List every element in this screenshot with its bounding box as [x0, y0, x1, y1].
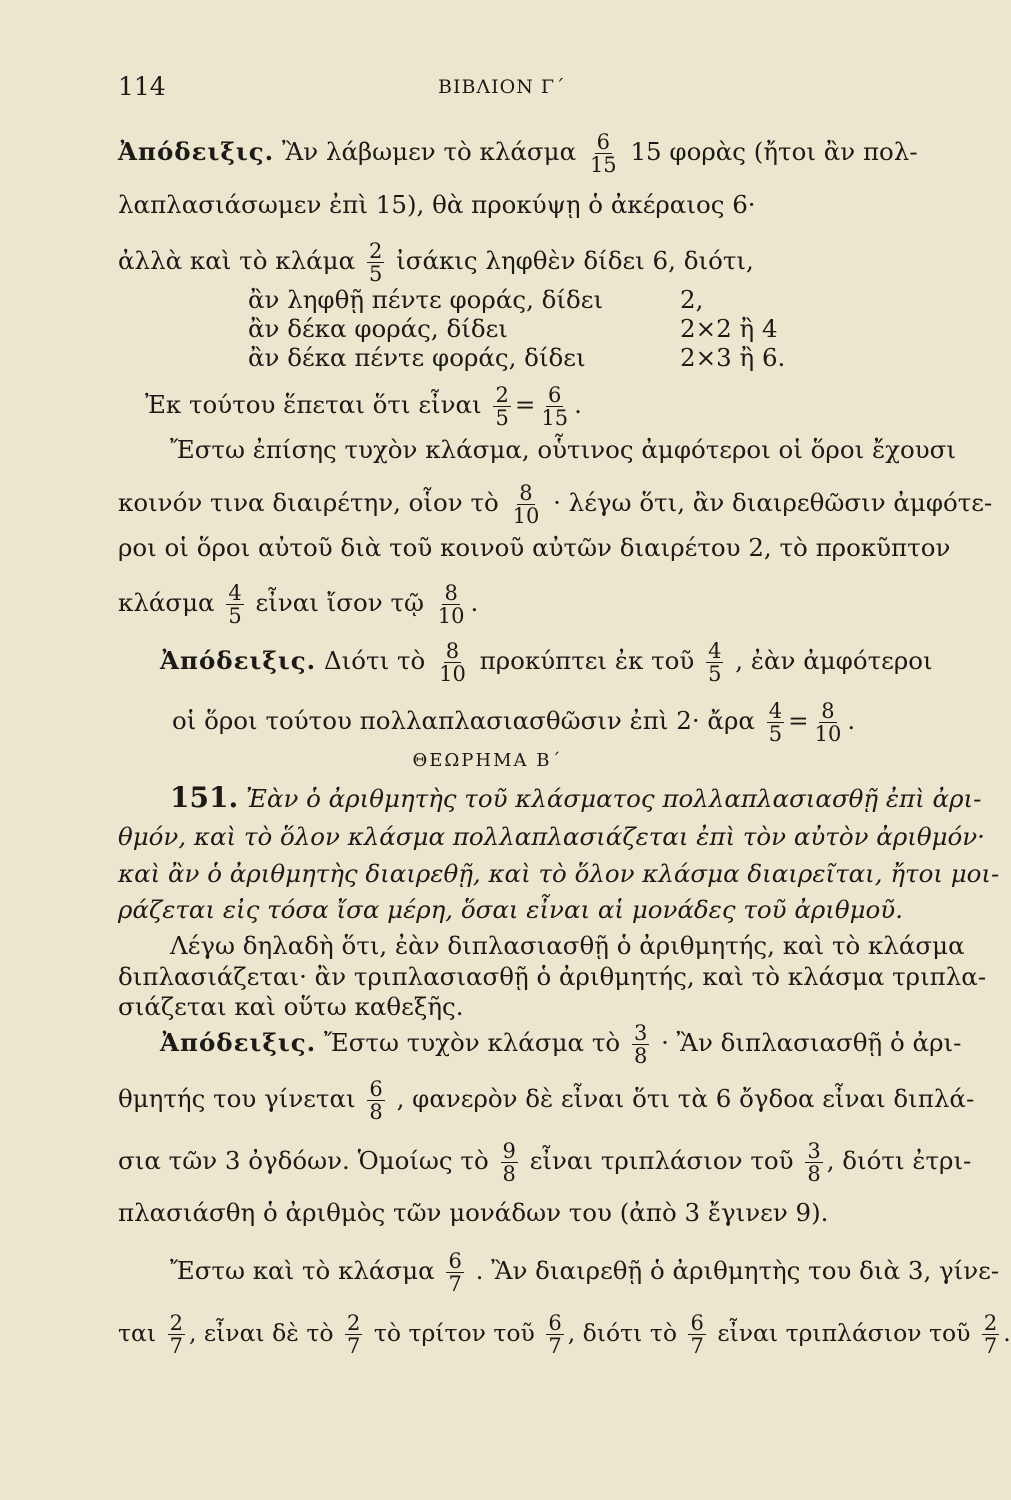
para3-line-1: Λέγω δηλαδὴ ὅτι, ἐὰν διπλασιασθῇ ὁ ἀριθμητής, καὶ τὸ κλάσμα [170, 931, 965, 960]
proof1-line-3: ἀλλὰ καὶ τὸ κλάμα $\frac{2}{5}$ ἰσάκις ληφθὲν δίδει 6, διότι, [118, 239, 754, 286]
fraction-6-15: $\frac{6}{15}$ [541, 383, 569, 430]
fraction-8-10: $\frac{8}{10}$ [814, 699, 842, 746]
fraction-9-8: $\frac{9}{8}$ [502, 1139, 516, 1186]
theorem-line-3: καὶ ἂν ὁ ἀριθμητὴς διαιρεθῇ, καὶ τὸ ὅλον κλάσμα διαιρεῖται, ἤτοι μοι- [118, 859, 1000, 888]
proof-label: Ἀπόδειξις. [160, 646, 317, 675]
fraction-2-7: $\frac{2}{7}$ [346, 1311, 361, 1358]
proof2-line-2: οἱ ὅροι τούτου πολλαπλασιασθῶσιν ἐπὶ 2· ἄρα $\frac{4}{5}$ = $\frac{8}{10}$ . [172, 699, 856, 746]
fraction-6-7: $\frac{6}{7}$ [548, 1311, 562, 1358]
page-number: 114 [118, 72, 166, 101]
proof3-line-4: πλασιάσθη ὁ ἀριθμὸς τῶν μονάδων του (ἀπὸ 3 ἔγινεν 9). [118, 1198, 829, 1227]
table-row: ἂν δέκα πέντε φοράς, δίδει [248, 343, 586, 372]
proof3-line-3: σια τῶν 3 ὀγδόων. Ὁμοίως τὸ $\frac{9}{8}$ εἶναι τριπλάσιον τοῦ $\frac{3}{8}$ , διότι ἐτρι- [118, 1139, 972, 1186]
proof1-conclusion: Ἐκ τούτου ἕπεται ὅτι εἶναι $\frac{2}{5}$ = $\frac{6}{15}$ . [145, 383, 582, 430]
proof1-line-1: Ἀπόδειξις. Ἂν λάβωμεν τὸ κλάσμα $\frac{6}{15}$ 15 φορὰς (ἤτοι ἂν πολ- [118, 130, 918, 177]
theorem-title: ΘΕΩΡΗΜΑ Β΄ [412, 750, 563, 771]
fraction-4-5: $\frac{4}{5}$ [708, 639, 722, 686]
para2-line-4: κλάσμα $\frac{4}{5}$ εἶναι ἴσον τῷ $\frac{8}{10}$ . [118, 581, 479, 628]
fraction-6-15: $\frac{6}{15}$ [589, 130, 617, 177]
table-row: ἂν δέκα φοράς, δίδει [248, 314, 508, 343]
para3-line-2: διπλασιάζεται· ἂν τριπλασιασθῇ ὁ ἀριθμητής, καὶ τὸ κλάσμα τριπλα- [118, 962, 987, 991]
table-row-value: 2, [680, 285, 704, 314]
fraction-4-5: $\frac{4}{5}$ [228, 581, 242, 628]
fraction-6-7: $\frac{6}{7}$ [690, 1311, 704, 1358]
running-title: ΒΙΒΛΙΟΝ Γ΄ [438, 76, 566, 98]
theorem-line-1: 151. Ἐὰν ὁ ἀριθμητὴς τοῦ κλάσματος πολλαπλασιασθῇ ἐπὶ ἀρι- [170, 781, 982, 814]
para4-line-2: ται $\frac{2}{7}$ , εἶναι δὲ τὸ $\frac{2}{7}$ τὸ τρίτον τοῦ $\frac{6}{7}$ , διότι τὸ $\frac{6}{7}$ εἶναι τριπλάσιον τοῦ $\frac{2}{7}$ . [118, 1311, 1011, 1358]
theorem-line-2: θμόν, καὶ τὸ ὅλον κλάσμα πολλαπλασιάζεται ἐπὶ τὸν αὐτὸν ἀριθμόν· [118, 822, 985, 851]
para2-line-3: ροι οἱ ὅροι αὐτοῦ διὰ τοῦ κοινοῦ αὐτῶν διαιρέτου 2, τὸ προκῦπτον [118, 533, 951, 562]
fraction-3-8: $\frac{3}{8}$ [633, 1021, 648, 1068]
fraction-8-10: $\frac{8}{10}$ [512, 481, 540, 528]
fraction-4-5: $\frac{4}{5}$ [768, 699, 783, 746]
fraction-2-5: $\frac{2}{5}$ [495, 383, 509, 430]
fraction-8-10: $\frac{8}{10}$ [437, 581, 465, 628]
fraction-3-8: $\frac{3}{8}$ [807, 1139, 821, 1186]
table-row-value: 2×2 ἢ 4 [680, 314, 778, 343]
fraction-8-10: $\frac{8}{10}$ [439, 639, 466, 686]
proof3-line-1: Ἀπόδειξις. Ἔστω τυχὸν κλάσμα τὸ $\frac{3}{8}$ · Ἂν διπλασιασθῇ ὁ ἀρι- [160, 1021, 962, 1068]
fraction-2-5: $\frac{2}{5}$ [368, 239, 383, 286]
table-row-value: 2×3 ἢ 6. [680, 343, 786, 372]
para3-line-3: σιάζεται καὶ οὕτω καθεξῆς. [118, 992, 464, 1021]
fraction-2-7: $\frac{2}{7}$ [169, 1311, 183, 1358]
fraction-6-7: $\frac{6}{7}$ [448, 1249, 462, 1296]
fraction-6-8: $\frac{6}{8}$ [369, 1077, 383, 1124]
para2-line-2: κοινόν τινα διαιρέτην, οἷον τὸ $\frac{8}{10}$ · λέγω ὅτι, ἂν διαιρεθῶσιν ἀμφότε- [118, 481, 993, 528]
theorem-number: 151. [170, 781, 239, 814]
proof1-line-2: λαπλασιάσωμεν ἐπὶ 15), θὰ προκύψῃ ὁ ἀκέραιος 6· [118, 190, 756, 219]
para2-line-1: Ἔστω ἐπίσης τυχὸν κλάσμα, οὗτινος ἀμφότεροι οἱ ὅροι ἔχουσι [170, 435, 956, 464]
proof3-line-2: θμητής του γίνεται $\frac{6}{8}$ , φανερὸν δὲ εἶναι ὅτι τὰ 6 ὄγδοα εἶναι διπλά- [118, 1077, 975, 1124]
table-row: ἂν ληφθῇ πέντε φοράς, δίδει [248, 285, 604, 314]
theorem-line-4: ράζεται εἰς τόσα ἴσα μέρη, ὅσαι εἶναι αἱ μονάδες τοῦ ἀριθμοῦ. [118, 895, 903, 924]
proof2-line-1: Ἀπόδειξις. Διότι τὸ $\frac{8}{10}$ προκύπτει ἐκ τοῦ $\frac{4}{5}$ , ἐὰν ἀμφότεροι [160, 639, 933, 686]
fraction-2-7: $\frac{2}{7}$ [983, 1311, 998, 1358]
proof-label: Ἀπόδειξις. [118, 137, 275, 166]
proof-label: Ἀπόδειξις. [160, 1028, 317, 1057]
para4-line-1: Ἔστω καὶ τὸ κλάσμα $\frac{6}{7}$ . Ἂν διαιρεθῇ ὁ ἀριθμητὴς του διὰ 3, γίνε- [170, 1249, 1000, 1296]
